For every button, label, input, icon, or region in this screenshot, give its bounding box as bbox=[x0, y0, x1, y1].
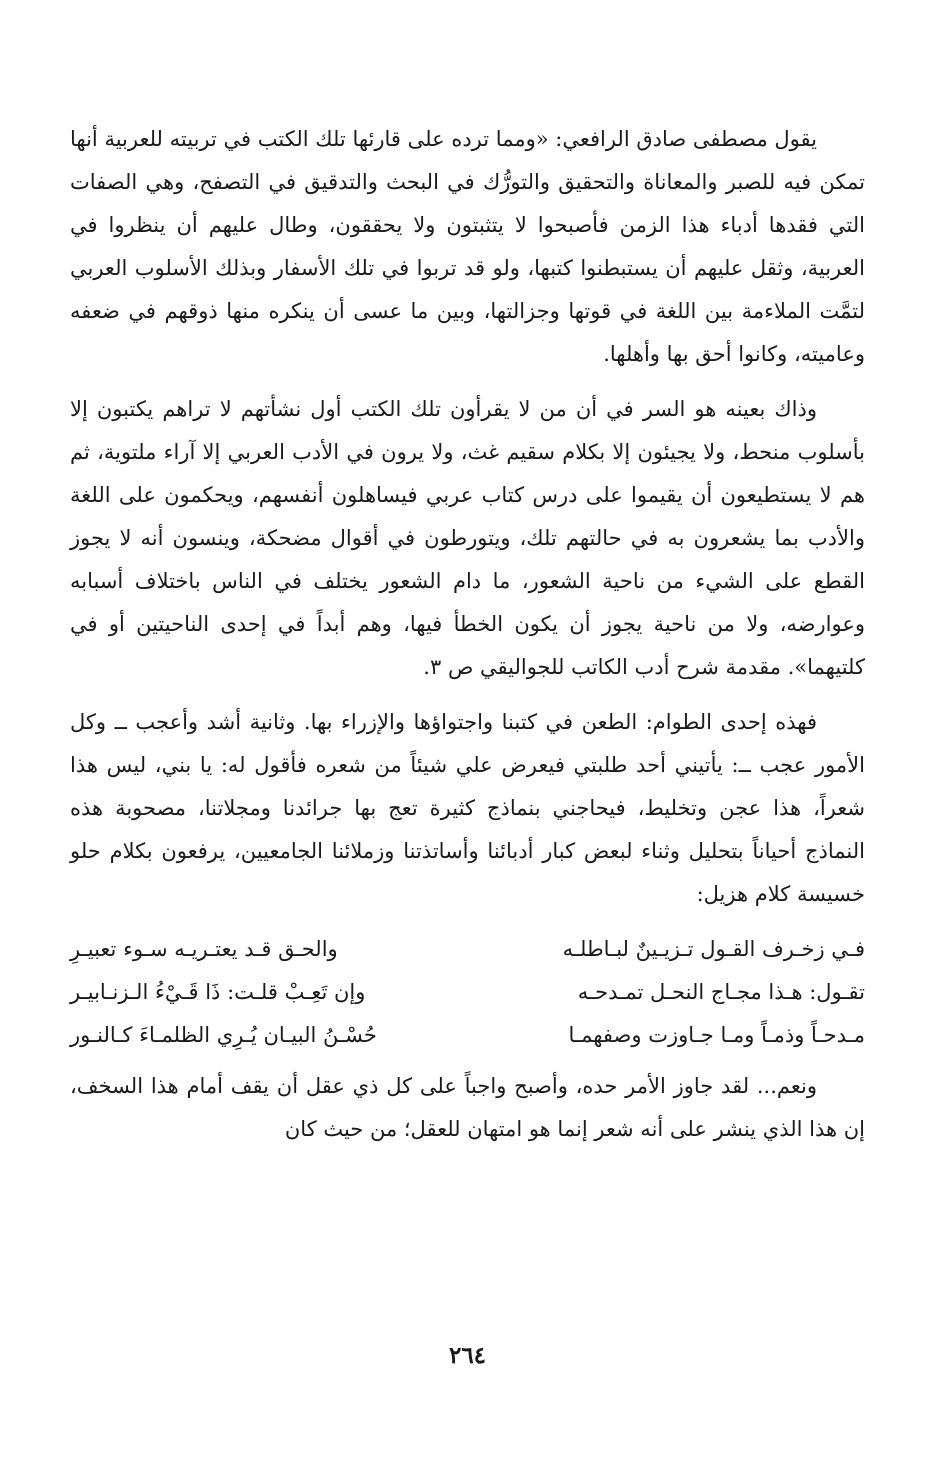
page-number: ٢٦٤ bbox=[448, 1342, 487, 1369]
poem-verse bbox=[70, 1014, 865, 1057]
poem-hemistich-second: وإن تَعِـبْ قلـت: ذَا قَـيْءُ الـزنـابيـر bbox=[70, 980, 366, 1004]
poem-verse bbox=[70, 971, 865, 1014]
poem-hemistich-first: تقـول: هـذا مجـاج النحـل تمـدحـه bbox=[577, 980, 865, 1004]
paragraph-rafii-quote: يقول مصطفى صادق الرافعي: «ومما ترده على قارئها تلك الكتب في تربيته للعربية أنها تمكن فيه للصبر والمعاناة والتحقيق والتورُّك في البحث والتدقيق في التصفح، وهي الصفات التي فقدها أدباء هذا الزمن فأصبحوا لا يتثبتون ولا يحققون، وطال عليهم أن ينظروا في العربية، وثقل عليهم أن يستبطنوا كتبها، ولو قد تربوا في تلك الأسفار وبذلك الأسلوب العربي لتمَّت الملاءمة بين اللغة في قوتها وجزالتها، وبين ما عسى أن ينكره منها ذوقهم في ضعفه وعاميته، وكانوا أحق بها وأهلها. bbox=[70, 127, 865, 366]
paragraph-closing: ونعم... لقد جاوز الأمر حده، وأصبح واجباً على كل ذي عقل أن يقف أمام هذا السخف، إن هذا الذي ينشر على أنه شعر إنما هو امتهان للعقل؛ من حيث كان bbox=[70, 1074, 865, 1141]
poem-verse bbox=[70, 928, 865, 971]
poem-hemistich-second: حُسْـنُ البيـان يُـرِي الظلمـاءَ كـالنـور bbox=[70, 1023, 377, 1047]
paragraph-secret: وذاك بعينه هو السر في أن من لا يقرأون تلك الكتب أول نشأتهم لا تراهم يكتبون إلا بأسلوب منحط، ولا يجيئون إلا بكلام سقيم غث، ولا يرون في الأدب العربي إلا آراء ملتوية، ثم هم لا يستطيعون أن يقيموا على درس كتاب عربي فيساهلون أنفسهم، ويحكمون على اللغة والأدب بما يشعرون به في حالتهم تلك، ويتورطون في أقوال مضحكة، وينسون أنه لا يجوز القطع على الشيء من ناحية الشعور، ما دام الشعور يختلف في الناس باختلاف أسبابه وعوارضه، ولا من ناحية يجوز أن يكون الخطأ فيها، وهم أبداً في إحدى الناحيتين أو في كلتيهما». مقدمة شرح أدب الكاتب للجواليقي ص ٣. bbox=[70, 397, 865, 679]
poem-hemistich-first: فـي زخـرف القـول تـزيـينٌ لبـاطلـه bbox=[562, 937, 865, 961]
paragraph-calamities: فهذه إحدى الطوام: الطعن في كتبنا واجتواؤها والإزراء بها. وثانية أشد وأعجب ــ وكل الأمور عجب ــ: يأتيني أحد طلبتي فيعرض علي شيئاً من شعره فأقول له: يا بني، ليس هذا شعراً، هذا عجن وتخليط، فيحاجني بنماذج كثيرة تعج بها جرائدنا ومجلاتنا، مصحوبة هذه النماذج أحياناً بتحليل وثناء لبعض كبار أدبائنا وأساتذتنا وزملائنا الجامعيين، يرفعون بكلام حلو خسيسة كلام هزيل: bbox=[70, 710, 865, 906]
page-body bbox=[70, 118, 865, 1163]
poem-hemistich-second: والحـق قـد يعتـريـه سـوء تعبيـرِ bbox=[70, 937, 338, 961]
poem bbox=[70, 928, 865, 1057]
poem-hemistich-first: مـدحـاً وذمـاً ومـا جـاوزت وصفهمـا bbox=[568, 1023, 865, 1047]
